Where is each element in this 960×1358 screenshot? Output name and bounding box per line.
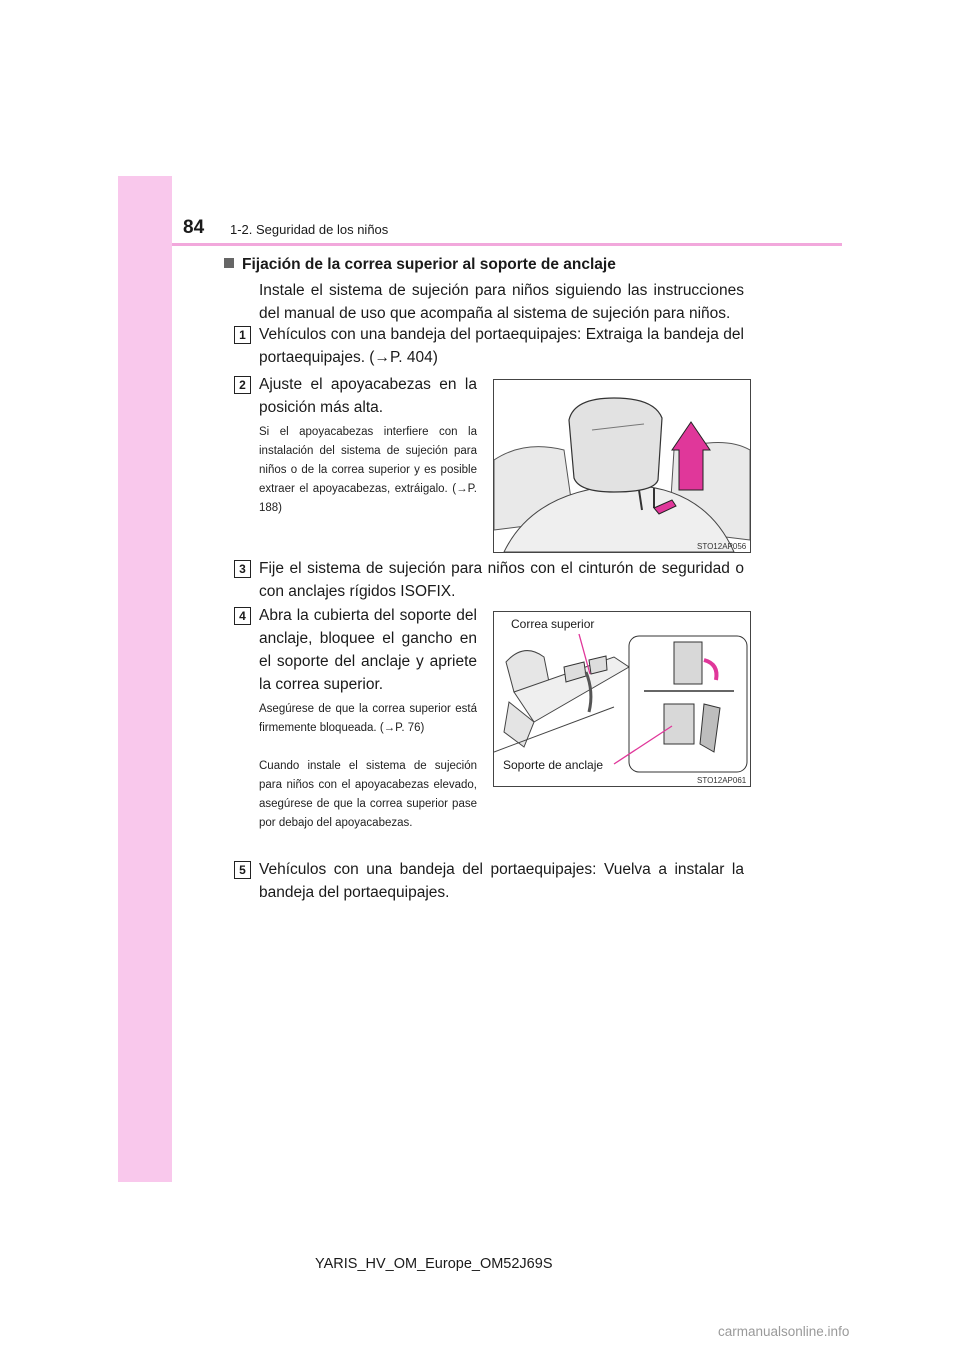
page-number: 84: [183, 217, 205, 238]
section-heading: [224, 256, 616, 274]
step-2-number: 2: [234, 376, 251, 394]
heading-text: Fijación de la correa superior al soporte de anclaje: [242, 256, 616, 273]
step-5-number: 5: [234, 861, 251, 879]
step-4-number: 4: [234, 607, 251, 625]
step-1-number: 1: [234, 326, 251, 344]
section-title: 1-2. Seguridad de los niños: [230, 222, 389, 237]
callout-anchor-bracket: Soporte de anclaje: [503, 758, 604, 772]
watermark: carmanualsonline.info: [718, 1324, 850, 1339]
step-4-text: Abra la cubierta del soporte del anclaje, bloquee el gancho en el soporte del anclaje y apriete la correa superior.: [259, 607, 477, 693]
step-2-note: Si el apoyacabezas interfiere con la instalación del sistema de sujeción para niños o de la correa superior y es posible extraer el apoyacabezas, extráigalo. (→P. 188): [259, 426, 477, 514]
step-3-number: 3: [234, 560, 251, 578]
anchor-figure: [493, 611, 751, 787]
headrest-figure: [493, 379, 751, 553]
step-1-text: Vehículos con una bandeja del portaequipajes: Extraiga la bandeja del portaequipajes. (→P. 404): [259, 326, 744, 366]
step-2-text: Ajuste el apoyacabezas en la posición más alta.: [259, 376, 477, 416]
headrest-illustration: [494, 380, 750, 552]
side-tab-band: [118, 176, 172, 1182]
intro-paragraph: Instale el sistema de sujeción para niños siguiendo las instrucciones del manual de uso que acompaña al sistema de sujeción para niños.: [259, 282, 744, 322]
header-rule: [172, 243, 842, 246]
figure-1-code: STO12AP056: [697, 542, 747, 551]
step-4-note-1: Asegúrese de que la correa superior está firmemente bloqueada. (→P. 76): [259, 703, 477, 734]
step-5-text: Vehículos con una bandeja del portaequipajes: Vuelva a instalar la bandeja del portaequipajes.: [259, 861, 744, 901]
square-bullet-icon: [224, 258, 234, 268]
step-3-text: Fije el sistema de sujeción para niños con el cinturón de seguridad o con anclajes rígidos ISOFIX.: [259, 560, 744, 600]
callout-top-strap: Correa superior: [511, 617, 595, 631]
figure-2-code: STO12AP061: [697, 776, 747, 785]
document-footer: YARIS_HV_OM_Europe_OM52J69S: [315, 1256, 553, 1272]
step-4-note-2: Cuando instale el sistema de sujeción para niños con el apoyacabezas elevado, asegúrese de que la correa superior pase por debajo del apoyacabezas.: [259, 760, 477, 829]
